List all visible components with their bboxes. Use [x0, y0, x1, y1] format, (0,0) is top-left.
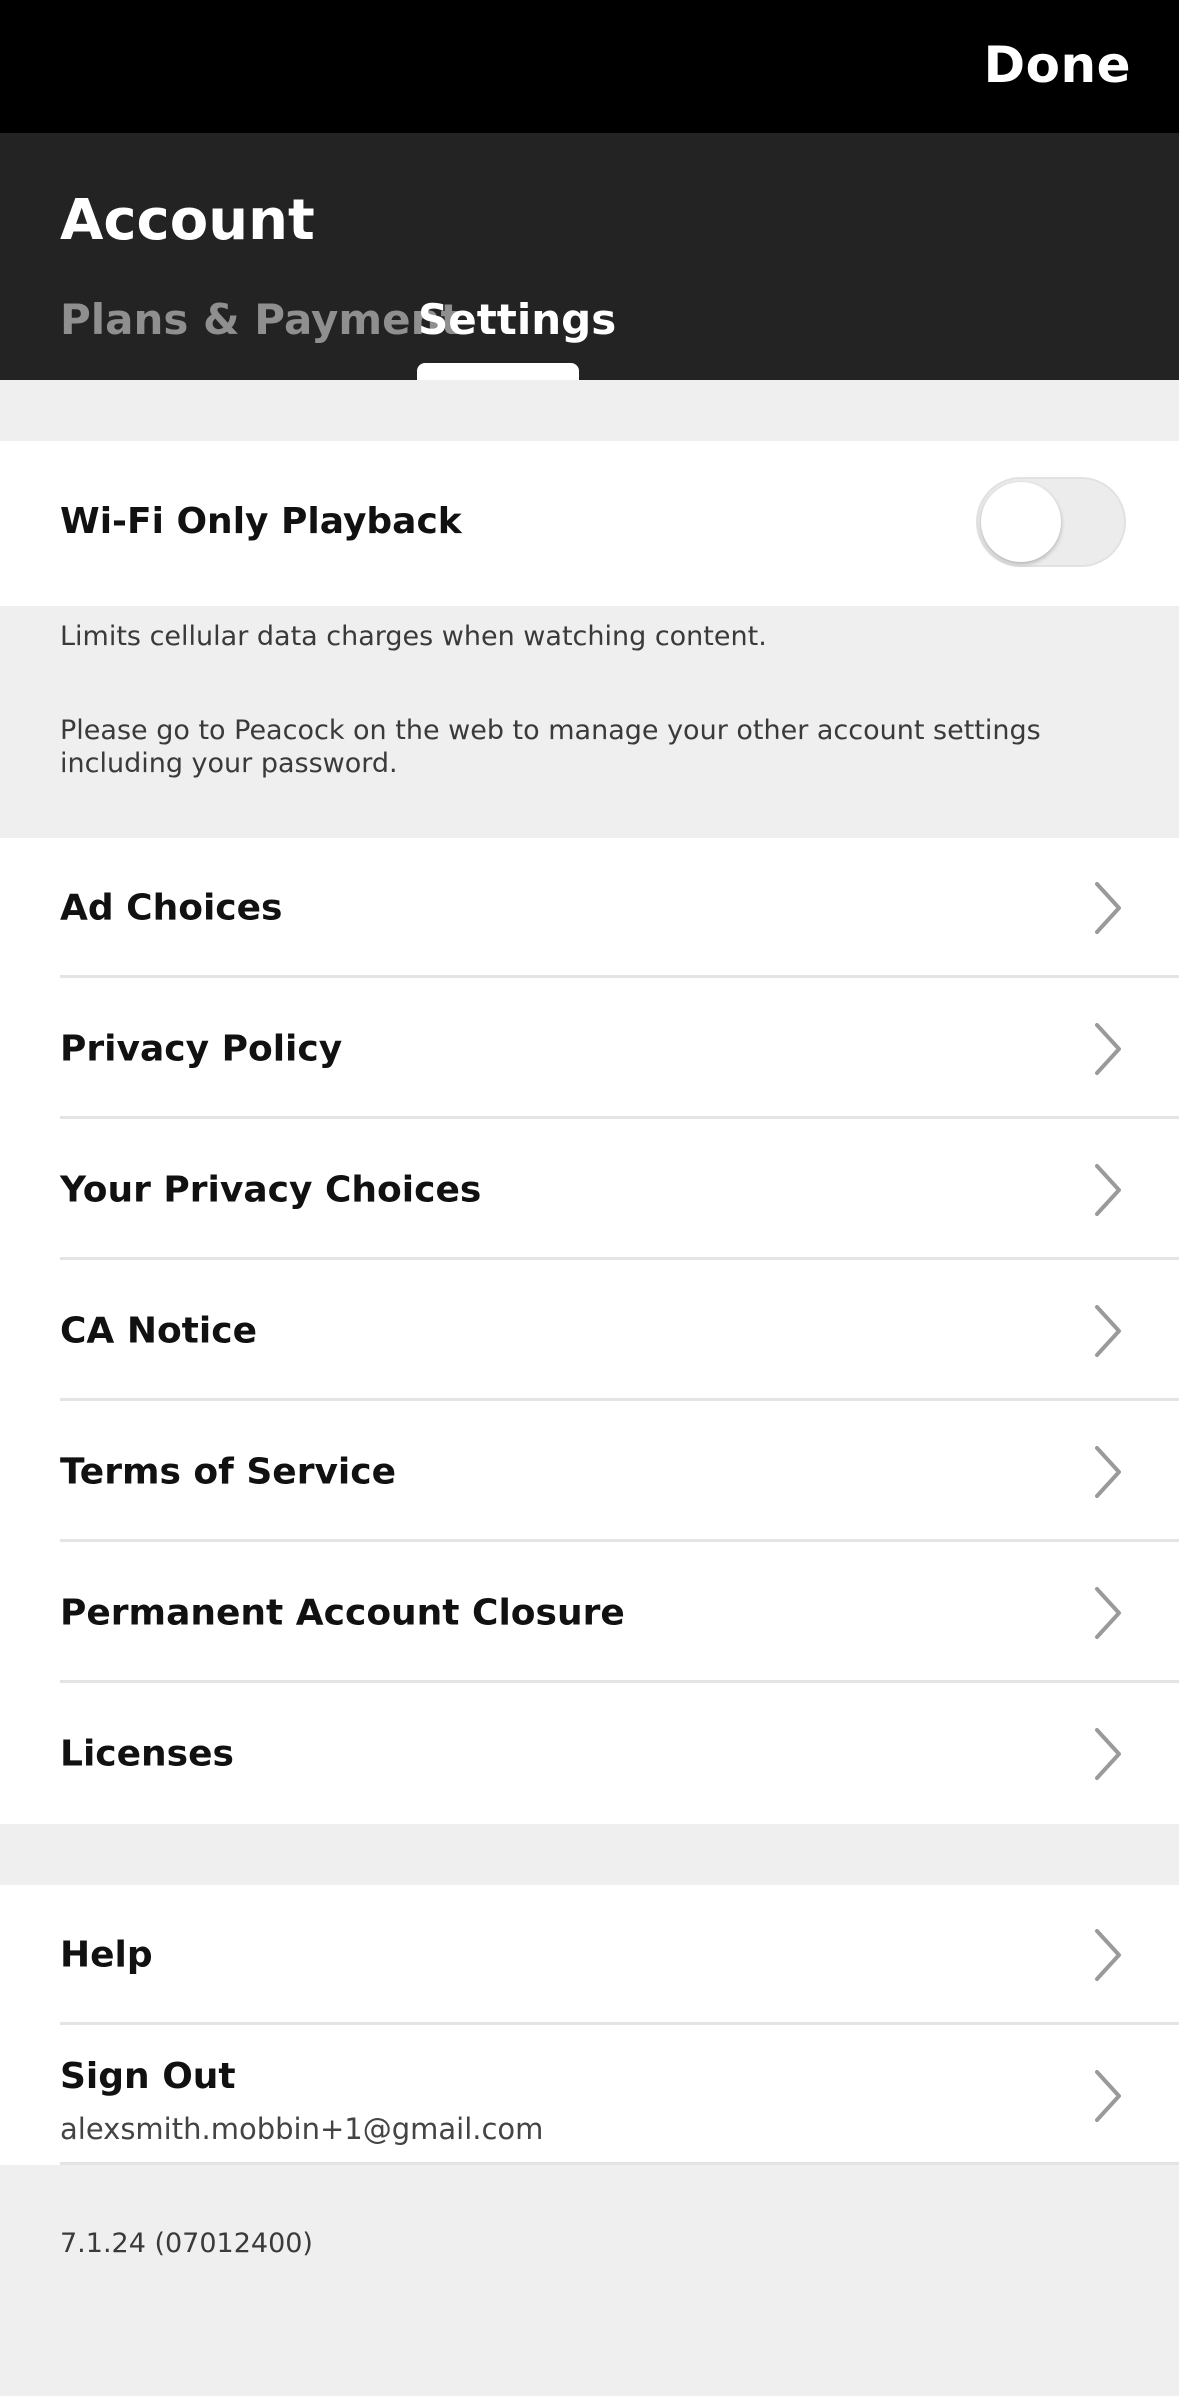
list-item-ad-choices[interactable] [0, 838, 1179, 978]
app-version: 7.1.24 (07012400) [60, 2228, 313, 2259]
list-item-label: Permanent Account Closure [60, 1592, 625, 1634]
list-item-label: CA Notice [60, 1310, 257, 1352]
chevron-right-icon [1093, 1021, 1123, 1077]
divider [60, 1116, 1179, 1119]
wifi-only-playback-toggle[interactable] [976, 477, 1126, 567]
support-list [0, 1885, 1179, 2165]
tab-plans-payment[interactable]: Plans & Payment [60, 295, 461, 344]
done-button[interactable]: Done [983, 36, 1131, 94]
list-item-label: Ad Choices [60, 887, 283, 929]
chevron-right-icon [1093, 1444, 1123, 1500]
tab-settings[interactable]: Settings [418, 295, 617, 344]
divider [60, 2162, 1179, 2165]
list-item-label: Privacy Policy [60, 1028, 343, 1070]
list-item-label: Licenses [60, 1733, 234, 1775]
list-item-label: Help [60, 1934, 153, 1976]
divider [60, 1539, 1179, 1542]
settings-list [0, 838, 1179, 1824]
list-item-help[interactable] [0, 1885, 1179, 2025]
wifi-description: Limits cellular data charges when watching content. [60, 621, 767, 652]
divider [60, 1257, 1179, 1260]
account-header [0, 133, 1179, 380]
list-item-permanent-account-closure[interactable] [0, 1543, 1179, 1683]
chevron-right-icon [1093, 1585, 1123, 1641]
chevron-right-icon [1093, 1726, 1123, 1782]
top-bar [0, 0, 1179, 133]
divider [60, 2022, 1179, 2025]
list-item-label: Terms of Service [60, 1451, 397, 1493]
page-title: Account [60, 188, 315, 253]
divider [60, 975, 1179, 978]
chevron-right-icon [1093, 2068, 1123, 2124]
divider [60, 1398, 1179, 1401]
divider [60, 1680, 1179, 1683]
list-item-privacy-policy[interactable] [0, 979, 1179, 1119]
list-item-ca-notice[interactable] [0, 1261, 1179, 1401]
list-item-licenses[interactable] [0, 1684, 1179, 1824]
active-tab-indicator [417, 363, 579, 380]
wifi-only-playback-label: Wi-Fi Only Playback [60, 501, 462, 542]
list-item-sign-out[interactable] [0, 2026, 1179, 2165]
list-item-terms-of-service[interactable] [0, 1402, 1179, 1542]
chevron-right-icon [1093, 880, 1123, 936]
chevron-right-icon [1093, 1303, 1123, 1359]
account-email: alexsmith.mobbin+1@gmail.com [60, 2112, 544, 2146]
toggle-knob [981, 482, 1061, 562]
list-item-label: Your Privacy Choices [60, 1169, 482, 1211]
wifi-only-playback-row [0, 441, 1179, 606]
chevron-right-icon [1093, 1927, 1123, 1983]
list-item-your-privacy-choices[interactable] [0, 1120, 1179, 1260]
sign-out-label: Sign Out [60, 2056, 236, 2097]
chevron-right-icon [1093, 1162, 1123, 1218]
account-settings-note: Please go to Peacock on the web to manage your other account settings including your password. [60, 715, 1041, 779]
